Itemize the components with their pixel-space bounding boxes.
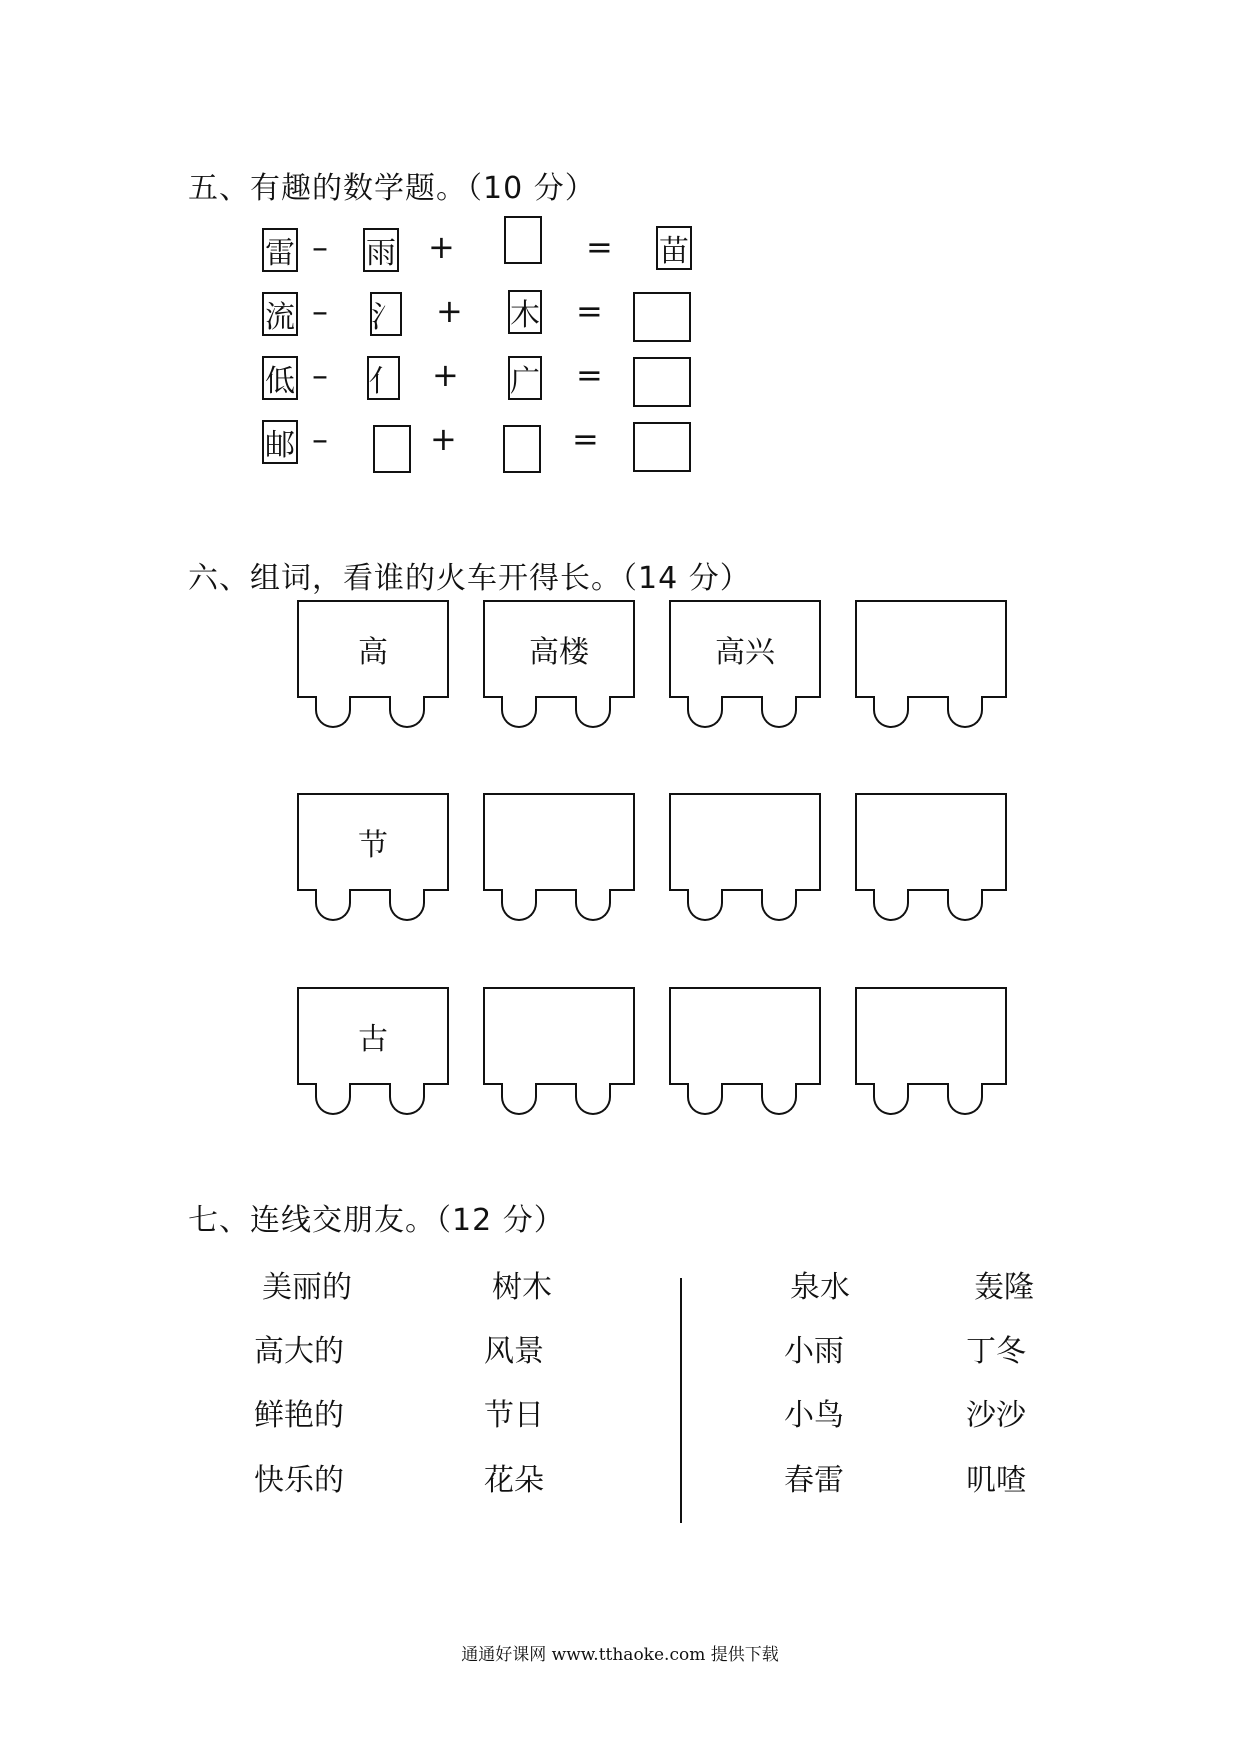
match-left-noun[interactable]: 风景: [484, 1334, 544, 1369]
train1-car4[interactable]: [855, 600, 1007, 700]
footer-credit: 通通好课网 www.tthaoke.com 提供下载: [461, 1645, 779, 1665]
match-right-noun[interactable]: 泉水: [790, 1270, 850, 1305]
match-right-sound[interactable]: 沙沙: [966, 1398, 1026, 1433]
section6-title: 六、组词，看谁的火车开得长。（14 分）: [188, 561, 751, 596]
match-right-noun[interactable]: 小雨: [784, 1334, 844, 1369]
plus-sign: +: [430, 420, 457, 458]
train-car-label: 节: [297, 793, 449, 891]
math-row2-blank-d[interactable]: [633, 292, 691, 342]
minus-sign: –: [312, 356, 328, 394]
wheel-icon: [947, 889, 983, 921]
train-car-word[interactable]: [483, 987, 635, 1085]
math-row3-char-a: 低: [262, 356, 298, 400]
wheel-icon: [575, 889, 611, 921]
match-left-noun[interactable]: 花朵: [484, 1463, 544, 1498]
wheel-icon: [761, 1083, 797, 1115]
math-row1-char-a: 雷: [262, 228, 298, 272]
wheel-icon: [501, 696, 537, 728]
math-row3-char-c: 广: [508, 356, 542, 400]
train3-car2[interactable]: [483, 987, 635, 1087]
math-row2-char-a: 流: [262, 292, 298, 336]
plus-sign: +: [432, 356, 459, 394]
wheel-icon: [873, 1083, 909, 1115]
minus-sign: –: [312, 420, 328, 458]
train-car-word[interactable]: [855, 987, 1007, 1085]
wheel-icon: [315, 889, 351, 921]
match-left-adjective[interactable]: 快乐的: [254, 1463, 344, 1498]
match-right-sound[interactable]: 轰隆: [974, 1270, 1034, 1305]
train2-car2[interactable]: [483, 793, 635, 893]
match-left-noun[interactable]: 树木: [492, 1270, 552, 1305]
math-row4-blank-c[interactable]: [503, 425, 541, 473]
math-row3-char-b: 亻: [367, 356, 400, 400]
train-car-word[interactable]: [669, 793, 821, 891]
match-left-noun[interactable]: 节日: [484, 1398, 544, 1433]
train-car-word[interactable]: [483, 793, 635, 891]
train-car-word[interactable]: 高楼: [483, 600, 635, 698]
train-car-word[interactable]: [855, 600, 1007, 698]
math-row1-char-d: 苗: [656, 226, 692, 270]
plus-sign: +: [428, 228, 455, 266]
section5-title: 五、有趣的数学题。（10 分）: [188, 171, 596, 206]
train-car-label: 古: [297, 987, 449, 1085]
match-left-adjective[interactable]: 高大的: [254, 1334, 344, 1369]
wheel-icon: [947, 696, 983, 728]
column-divider: [680, 1278, 682, 1523]
minus-sign: –: [312, 228, 328, 266]
match-right-sound[interactable]: 丁冬: [966, 1334, 1026, 1369]
wheel-icon: [873, 889, 909, 921]
wheel-icon: [389, 889, 425, 921]
wheel-icon: [501, 1083, 537, 1115]
minus-sign: –: [312, 292, 328, 330]
math-row2-char-c: 木: [508, 290, 542, 334]
math-row2-char-b: 氵: [370, 292, 402, 336]
wheel-icon: [947, 1083, 983, 1115]
wheel-icon: [315, 696, 351, 728]
wheel-icon: [389, 1083, 425, 1115]
math-row1-blank-c[interactable]: [504, 216, 542, 264]
wheel-icon: [501, 889, 537, 921]
train-car-word[interactable]: [669, 987, 821, 1085]
train1-car3[interactable]: [669, 600, 821, 700]
wheel-icon: [575, 1083, 611, 1115]
equals-sign: =: [586, 228, 613, 266]
math-row4-blank-b[interactable]: [373, 425, 411, 473]
train3-car1: [297, 987, 449, 1087]
train2-car1: [297, 793, 449, 893]
match-right-sound[interactable]: 叽喳: [966, 1463, 1026, 1498]
train1-car1: [297, 600, 449, 700]
wheel-icon: [687, 1083, 723, 1115]
wheel-icon: [873, 696, 909, 728]
wheel-icon: [687, 696, 723, 728]
equals-sign: =: [572, 420, 599, 458]
train-car-label: 高: [297, 600, 449, 698]
wheel-icon: [761, 889, 797, 921]
train2-car4[interactable]: [855, 793, 1007, 893]
train3-car3[interactable]: [669, 987, 821, 1087]
match-left-adjective[interactable]: 鲜艳的: [254, 1398, 344, 1433]
wheel-icon: [315, 1083, 351, 1115]
equals-sign: =: [576, 292, 603, 330]
math-row4-char-a: 邮: [262, 420, 298, 464]
math-row1-char-b: 雨: [363, 228, 399, 272]
train2-car3[interactable]: [669, 793, 821, 893]
plus-sign: +: [436, 292, 463, 330]
match-right-noun[interactable]: 春雷: [784, 1463, 844, 1498]
match-left-adjective[interactable]: 美丽的: [262, 1270, 352, 1305]
train-car-word[interactable]: 高兴: [669, 600, 821, 698]
train3-car4[interactable]: [855, 987, 1007, 1087]
wheel-icon: [575, 696, 611, 728]
math-row3-blank-d[interactable]: [633, 357, 691, 407]
match-right-noun[interactable]: 小鸟: [784, 1398, 844, 1433]
section7-title: 七、连线交朋友。（12 分）: [188, 1203, 565, 1238]
math-row4-blank-d[interactable]: [633, 422, 691, 472]
wheel-icon: [687, 889, 723, 921]
equals-sign: =: [576, 356, 603, 394]
wheel-icon: [761, 696, 797, 728]
train1-car2[interactable]: [483, 600, 635, 700]
wheel-icon: [389, 696, 425, 728]
train-car-word[interactable]: [855, 793, 1007, 891]
